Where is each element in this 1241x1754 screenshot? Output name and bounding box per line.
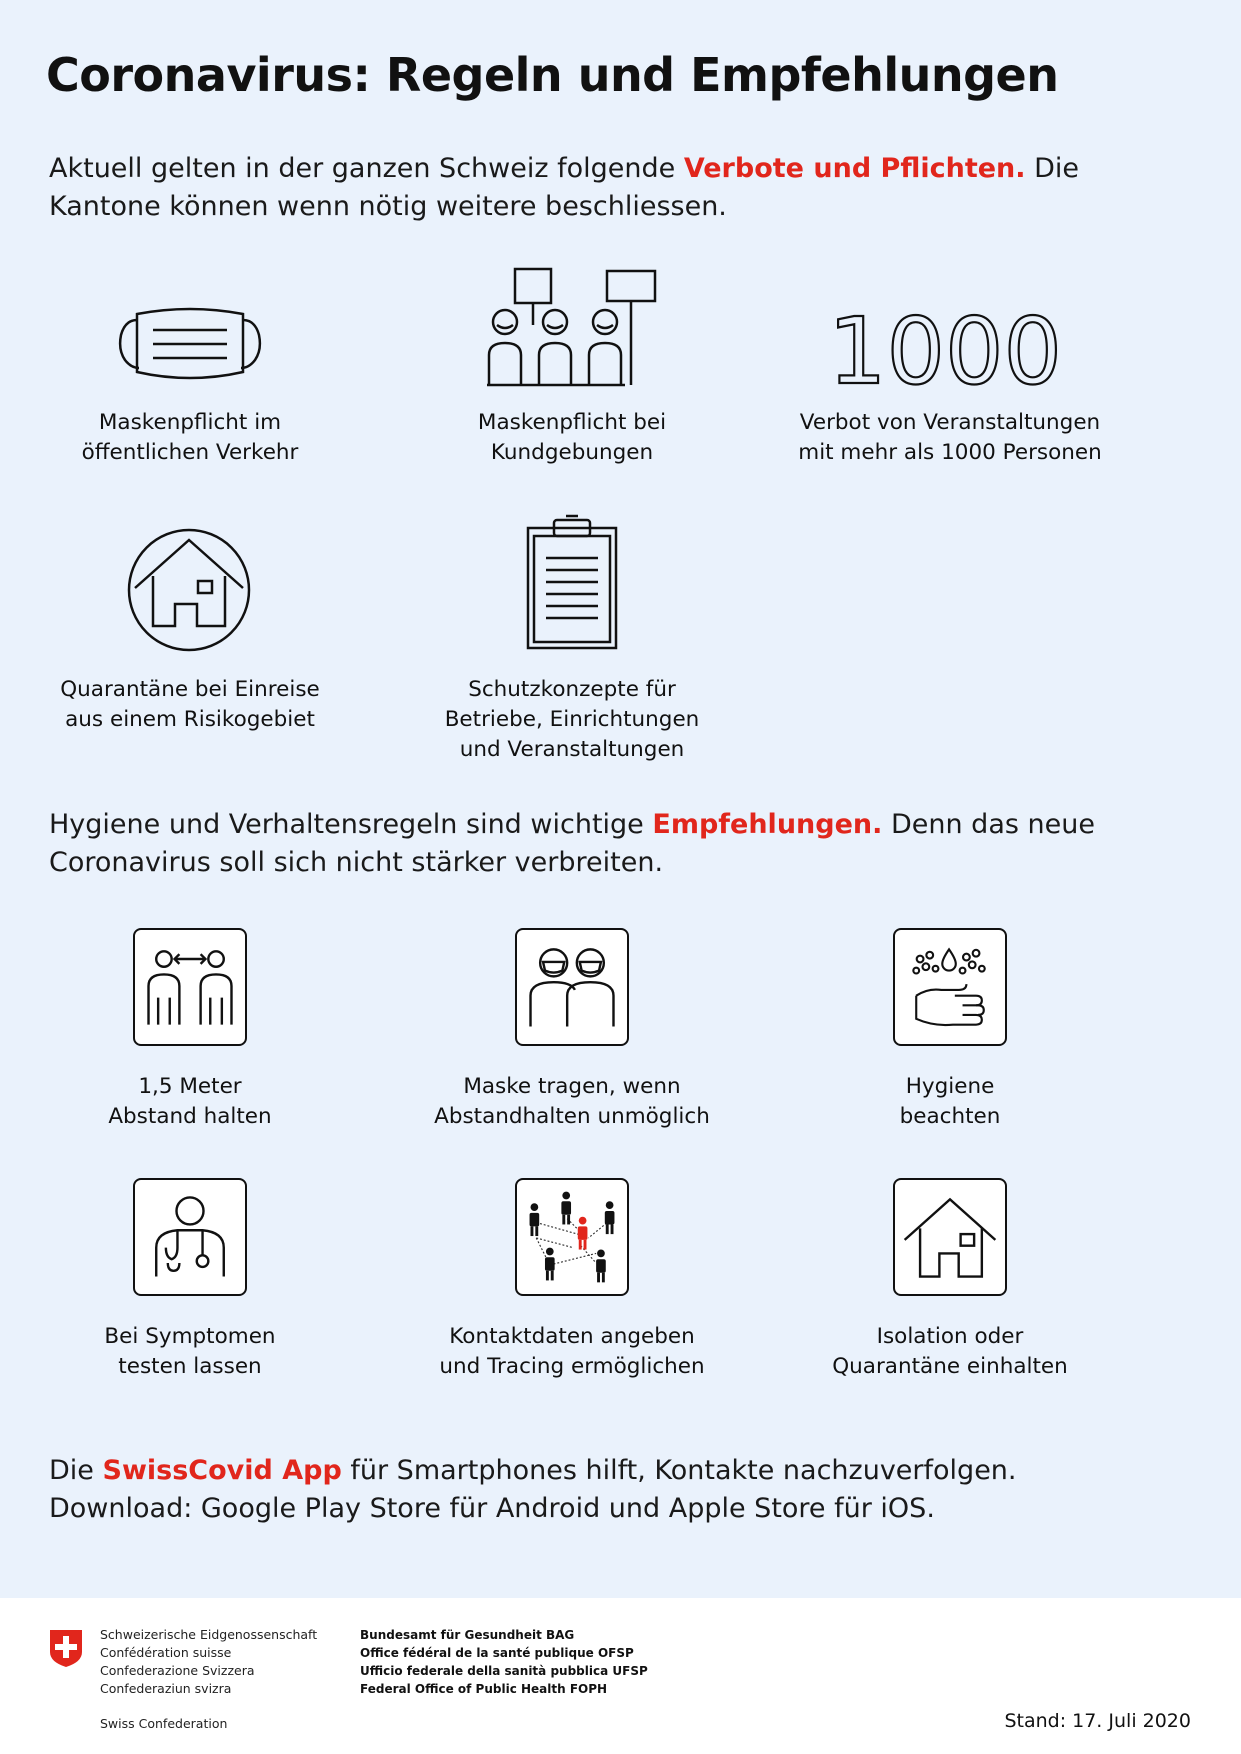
recommend-highlight: Empfehlungen. (652, 809, 883, 840)
rec-caption-hygiene (770, 1072, 1130, 1132)
caption-line: Kontaktdaten angeben (449, 1324, 695, 1349)
swiss-flag-icon (48, 1628, 84, 1668)
number-1000: 1000 (827, 298, 1063, 405)
rec-caption-distance (10, 1072, 370, 1132)
caption-line: Kundgebungen (490, 440, 654, 465)
clipboard-icon (524, 512, 620, 652)
caption-line: und Veranstaltungen (459, 737, 685, 762)
caption-line: Bei Symptomen (104, 1324, 276, 1349)
caption-line: Maskenpflicht bei (477, 410, 667, 435)
swiss-confederation-label: Swiss Confederation (100, 1716, 228, 1731)
rec-caption-tracing (392, 1322, 752, 1382)
caption-line: Isolation oder (876, 1324, 1024, 1349)
recommend-paragraph (49, 806, 1199, 882)
page-title: Coronavirus: Regeln und Empfehlungen (46, 48, 1059, 102)
caption-line: 1,5 Meter (138, 1074, 242, 1099)
federation-names: Schweizerische Eidgenossenschaft Confédération suisse Confederazione Svizzera Confederaziun svizra (100, 1627, 318, 1696)
caption-line: Hygiene (905, 1074, 995, 1099)
caption-line: Abstand halten (108, 1104, 272, 1129)
rule-caption-events (770, 408, 1130, 468)
rule-caption-protection (392, 675, 752, 765)
house-circle-icon (125, 526, 253, 654)
caption-line: Verbot von Veranstaltungen (799, 410, 1101, 435)
house-icon (893, 1178, 1007, 1296)
recommend-text: Hygiene und Verhaltensregeln sind wichtige (49, 809, 653, 840)
caption-line: beachten (899, 1104, 1001, 1129)
rec-caption-isolation (770, 1322, 1130, 1382)
contact-tracing-icon (515, 1178, 629, 1296)
date-stamp: Stand: 17. Juli 2020 (1004, 1710, 1191, 1732)
caption-line: Maskenpflicht im (98, 410, 282, 435)
handwash-icon (893, 928, 1007, 1046)
caption-line: Abstandhalten unmöglich (434, 1104, 710, 1129)
swisscovid-app-link[interactable]: SwissCovid App (102, 1455, 342, 1486)
intro-highlight: Verbote und Pflichten. (683, 153, 1026, 184)
intro-text: Aktuell gelten in der ganzen Schweiz folgende (49, 153, 684, 184)
intro-text-end: Die Kantone können wenn nötig weitere beschliessen. (49, 153, 1080, 222)
mask-icon (115, 300, 265, 390)
caption-line: mit mehr als 1000 Personen (798, 440, 1102, 465)
doctor-icon (133, 1178, 247, 1296)
caption-line: öffentlichen Verkehr (81, 440, 299, 465)
caption-line: Schutzkonzepte für (468, 677, 676, 702)
caption-line: und Tracing ermöglichen (439, 1354, 705, 1379)
rule-caption-demonstration (392, 408, 752, 468)
caption-line: testen lassen (118, 1354, 262, 1379)
rule-caption-mask (10, 408, 370, 468)
masked-people-icon (515, 928, 629, 1046)
intro-paragraph (49, 150, 1199, 226)
app-text: Die (49, 1455, 103, 1486)
caption-line: Quarantäne einhalten (832, 1354, 1068, 1379)
rec-caption-mask (392, 1072, 752, 1132)
caption-line: Quarantäne bei Einreise (60, 677, 320, 702)
rule-caption-quarantine (10, 675, 370, 735)
caption-line: Betriebe, Einrichtungen (444, 707, 700, 732)
app-download-text: Download: Google Play Store für Android und Apple Store für iOS. (49, 1493, 935, 1524)
app-paragraph (49, 1452, 1199, 1528)
demonstration-icon (485, 265, 660, 390)
caption-line: aus einem Risikogebiet (65, 707, 315, 732)
distance-icon (133, 928, 247, 1046)
recommend-text-end: Denn das neue Coronavirus soll sich nicht stärker verbreiten. (49, 809, 1095, 878)
app-text-end: für Smartphones hilft, Kontakte nachzuverfolgen. (341, 1455, 1017, 1486)
number-1000-icon (827, 298, 1063, 405)
office-names: Bundesamt für Gesundheit BAG Office fédéral de la santé publique OFSP Ufficio federale della sanità pubblica UFSP Federal Office of Public Health FOPH (360, 1628, 648, 1696)
caption-line: Maske tragen, wenn (463, 1074, 681, 1099)
rec-caption-symptoms (10, 1322, 370, 1382)
